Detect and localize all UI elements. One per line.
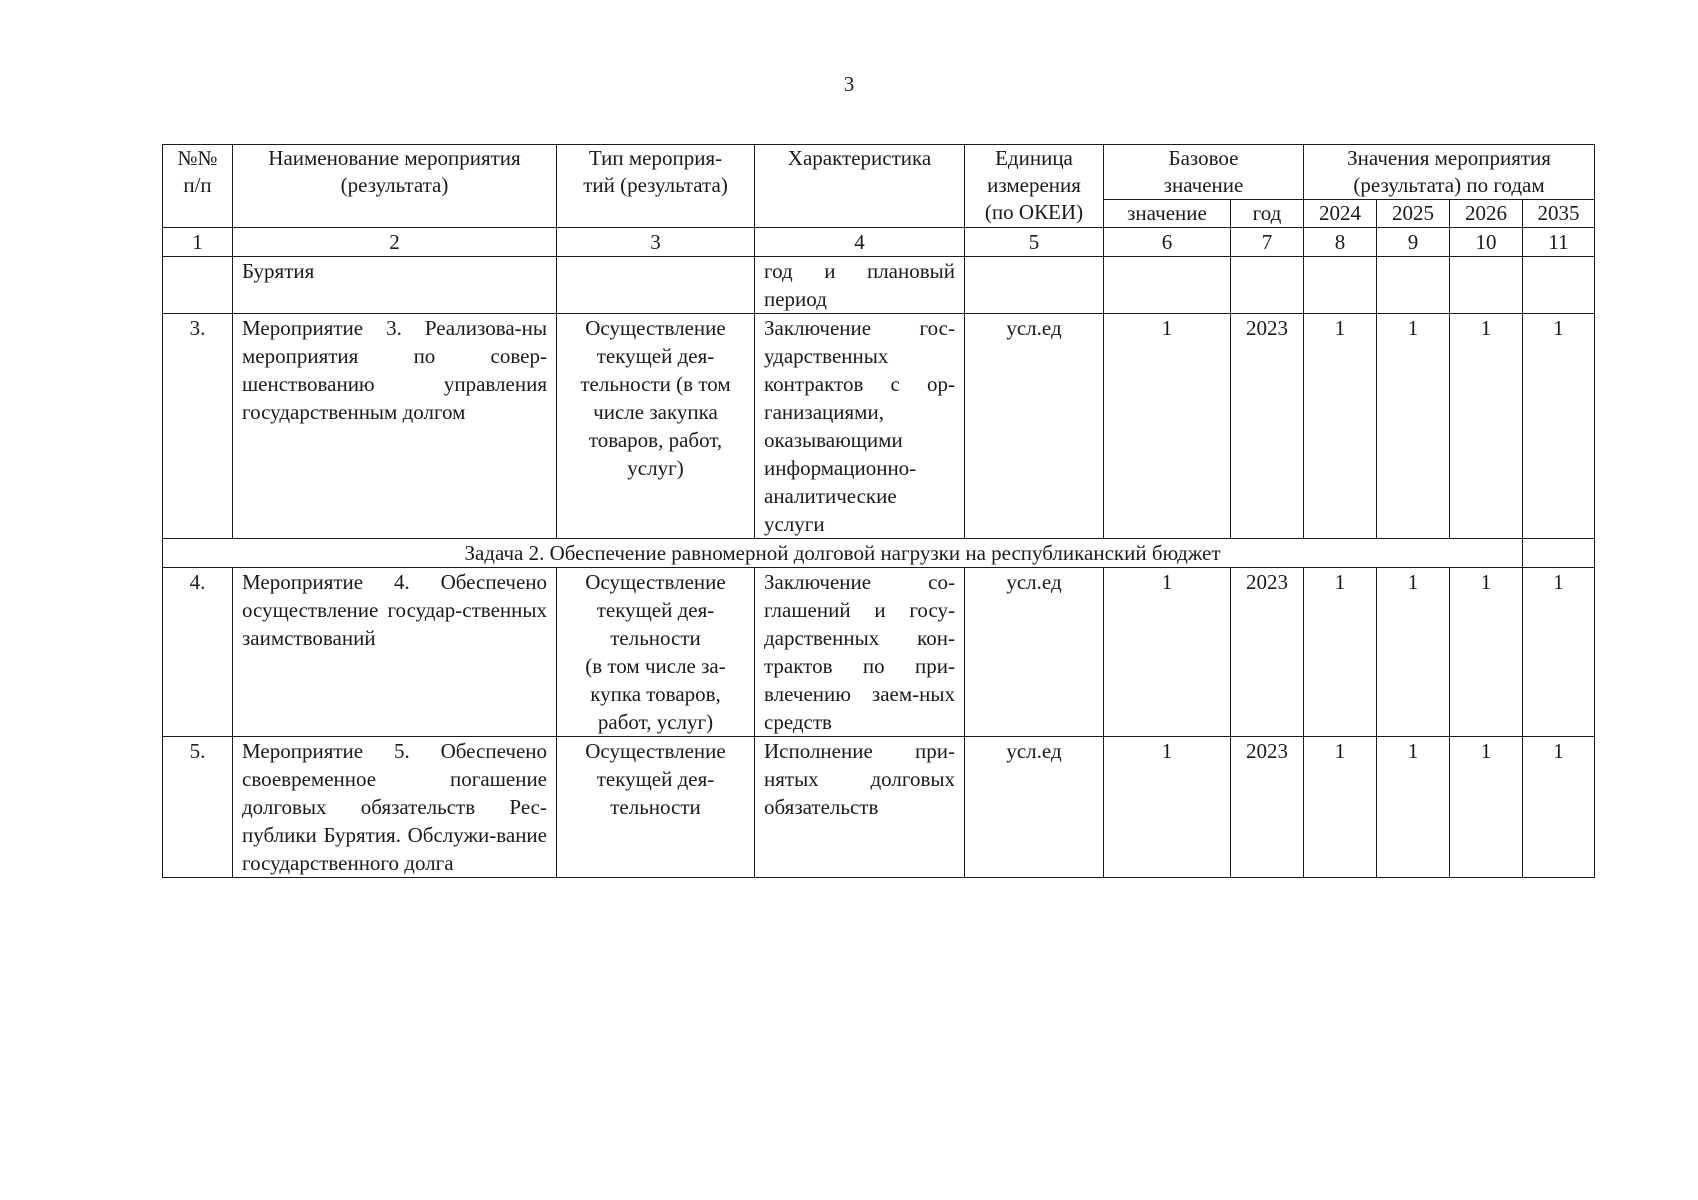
task-empty-cell	[1523, 539, 1595, 568]
cell-value	[1523, 257, 1595, 314]
cell-num: 4.	[163, 568, 233, 737]
task-title: Задача 2. Обеспечение равномерной долговой нагрузки на республиканский бюджет	[163, 539, 1523, 568]
cell-unit	[965, 257, 1104, 314]
header-year-2026: 2026	[1450, 200, 1523, 228]
cell-base-year	[1231, 257, 1304, 314]
header-base-value: значение	[1104, 200, 1231, 228]
cell-value: 1	[1523, 737, 1595, 878]
cell-value: 1	[1304, 314, 1377, 539]
cell-characteristic: Заключение гос-ударственных контрактов с ор-ганизациями, оказывающими информационно-аналитические услуги	[755, 314, 965, 539]
header-row	[163, 145, 1595, 200]
header-base: Базовое значение	[1104, 145, 1304, 200]
header-base-year: год	[1231, 200, 1304, 228]
cell-name: Бурятия	[233, 257, 557, 314]
column-number: 5	[965, 228, 1104, 257]
cell-value: 1	[1523, 568, 1595, 737]
cell-unit: усл.ед	[965, 568, 1104, 737]
page-number: 3	[843, 72, 855, 96]
header-year-2024: 2024	[1304, 200, 1377, 228]
column-number: 1	[163, 228, 233, 257]
cell-value	[1450, 257, 1523, 314]
column-number: 11	[1523, 228, 1595, 257]
table-row	[163, 737, 1595, 878]
column-number: 8	[1304, 228, 1377, 257]
task-row	[163, 539, 1595, 568]
cell-characteristic: Исполнение при-нятых долговых обязательств	[755, 737, 965, 878]
cell-unit: усл.ед	[965, 314, 1104, 539]
column-number-row	[163, 228, 1595, 257]
column-number: 7	[1231, 228, 1304, 257]
cell-num: 3.	[163, 314, 233, 539]
cell-base-year: 2023	[1231, 737, 1304, 878]
cell-value	[1377, 257, 1450, 314]
column-number: 3	[557, 228, 755, 257]
cell-name: Мероприятие 3. Реализова-ны мероприятия по совер-шенствованию управления государственным долгом	[233, 314, 557, 539]
cell-value: 1	[1450, 737, 1523, 878]
cell-base-value: 1	[1104, 314, 1231, 539]
cell-type: Осуществление текущей дея- тельности	[557, 737, 755, 878]
header-characteristic: Характеристика	[755, 145, 965, 228]
column-number: 6	[1104, 228, 1231, 257]
header-year-2025: 2025	[1377, 200, 1450, 228]
cell-base-year: 2023	[1231, 314, 1304, 539]
cell-characteristic: Заключение со-глашений и госу-дарственных кон-трактов по при-влечению заем-ных средств	[755, 568, 965, 737]
table-row	[163, 568, 1595, 737]
cell-type: Осуществление текущей дея- тельности (в том числе за- купка товаров, работ, услуг)	[557, 568, 755, 737]
cell-name: Мероприятие 5. Обеспечено своевременное погашение долговых обязательств Рес-публики Бурятия. Обслужи-вание государственного долга	[233, 737, 557, 878]
header-year-2035: 2035	[1523, 200, 1595, 228]
cell-base-value	[1104, 257, 1231, 314]
cell-base-year: 2023	[1231, 568, 1304, 737]
column-number: 10	[1450, 228, 1523, 257]
header-unit: Единица измерения (по ОКЕИ)	[965, 145, 1104, 228]
cell-base-value: 1	[1104, 568, 1231, 737]
header-num: №№ п/п	[163, 145, 233, 228]
cell-num: 5.	[163, 737, 233, 878]
cell-value: 1	[1450, 314, 1523, 539]
cell-name: Мероприятие 4. Обеспечено осуществление государ-ственных заимствований	[233, 568, 557, 737]
table-row	[163, 314, 1595, 539]
column-number: 2	[233, 228, 557, 257]
cell-num	[163, 257, 233, 314]
cell-value: 1	[1450, 568, 1523, 737]
header-values: Значения мероприятия (результата) по годам	[1304, 145, 1595, 200]
header-type: Тип мероприя- тий (результата)	[557, 145, 755, 228]
cell-value	[1304, 257, 1377, 314]
continuation-row	[163, 257, 1595, 314]
cell-value: 1	[1377, 314, 1450, 539]
cell-characteristic: год и плановый период	[755, 257, 965, 314]
header-name: Наименование мероприятия (результата)	[233, 145, 557, 228]
cell-value: 1	[1523, 314, 1595, 539]
cell-value: 1	[1304, 568, 1377, 737]
column-number: 4	[755, 228, 965, 257]
column-number: 9	[1377, 228, 1450, 257]
measures-table	[162, 144, 1595, 878]
cell-base-value: 1	[1104, 737, 1231, 878]
cell-value: 1	[1304, 737, 1377, 878]
cell-value: 1	[1377, 737, 1450, 878]
cell-value: 1	[1377, 568, 1450, 737]
cell-type	[557, 257, 755, 314]
cell-unit: усл.ед	[965, 737, 1104, 878]
cell-type: Осуществление текущей дея- тельности (в том числе закупка товаров, работ, услуг)	[557, 314, 755, 539]
